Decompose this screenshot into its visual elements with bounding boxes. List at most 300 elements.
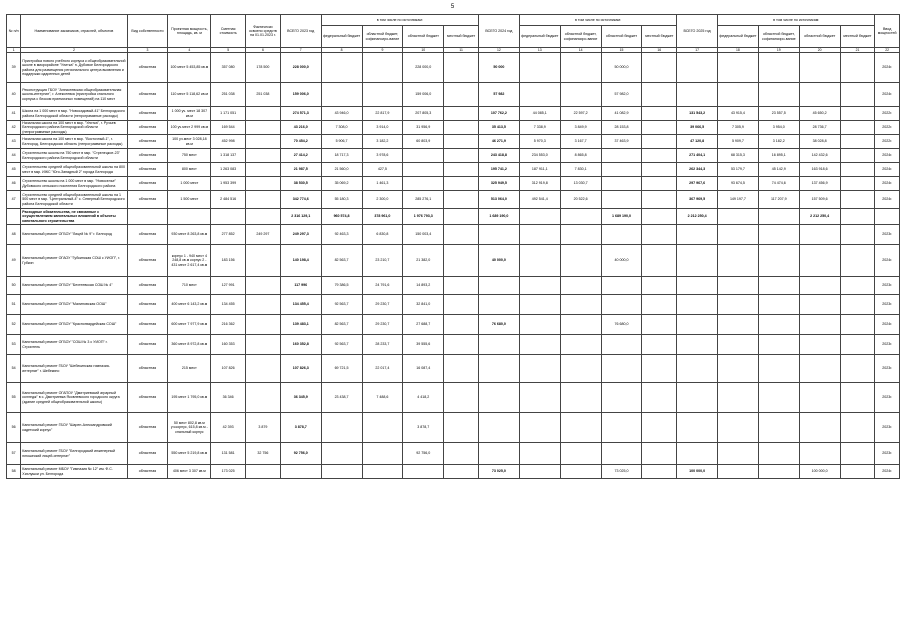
federal-2024: 312 919,8	[519, 177, 560, 191]
ownership: областная	[127, 443, 168, 465]
ownership: областная	[127, 121, 168, 135]
total-2024	[478, 277, 519, 295]
federal-2025	[718, 245, 759, 277]
local-2025	[840, 209, 875, 225]
regional-cofin-2024	[560, 277, 601, 295]
local-2024	[642, 413, 677, 443]
regional-cofin-2024	[560, 383, 601, 413]
federal-2024	[519, 443, 560, 465]
object-name: Школа на 1 000 мест в мкр. "Новосадовый-41" Белгородского района Белгородской области (непрограммные расходы)	[21, 107, 127, 121]
header-regional-cofin-2025: областной бюджет, софинансиро-вание	[758, 26, 799, 48]
regional-cofin-2024	[560, 413, 601, 443]
regional-cofin-2024: 20 522,6	[560, 191, 601, 209]
column-index-14: 14	[560, 48, 601, 53]
actual-used	[246, 107, 281, 121]
local-2024	[642, 383, 677, 413]
federal-2023: 7 308,0	[321, 121, 362, 135]
actual-used	[246, 383, 281, 413]
federal-2023: 55 180,3	[321, 191, 362, 209]
federal-2023: 79 386,5	[321, 277, 362, 295]
local-2023	[444, 383, 479, 413]
row-number: 42	[7, 121, 21, 135]
local-2023	[444, 121, 479, 135]
federal-2023: 92 563,7	[321, 295, 362, 315]
actual-used: 251 038	[246, 83, 281, 107]
federal-2024	[519, 277, 560, 295]
estimated-cost: 1 171 051	[211, 107, 246, 121]
total-2025: 2 212 250,4	[677, 209, 718, 225]
local-2025	[840, 355, 875, 383]
federal-2025	[718, 355, 759, 383]
total-2025: 47 120,8	[677, 135, 718, 149]
federal-2024	[519, 383, 560, 413]
federal-2023: 69 721,5	[321, 355, 362, 383]
ownership: областная	[127, 315, 168, 335]
total-2025	[677, 277, 718, 295]
column-index-16: 16	[642, 48, 677, 53]
regional-2023: 207 805,3	[403, 107, 444, 121]
regional-2023: 32 841,0	[403, 295, 444, 315]
regional-2024: 73 025,0	[601, 465, 642, 479]
regional-2025: 28 736,7	[799, 121, 840, 135]
actual-used	[246, 163, 281, 177]
local-2025	[840, 191, 875, 209]
local-2023	[444, 443, 479, 465]
local-2024	[642, 225, 677, 245]
object-name: Расходные обязательства, не связанные с осуществлением капитальных вложений в объекты капитального строительства	[21, 209, 127, 225]
local-2025	[840, 135, 875, 149]
commissioning-year: 2024г.	[875, 83, 900, 107]
regional-cofin-2024	[560, 355, 601, 383]
federal-2025	[718, 383, 759, 413]
column-index-9: 9	[362, 48, 403, 53]
regional-2024	[601, 277, 642, 295]
federal-2024	[519, 413, 560, 443]
column-index-12: 12	[478, 48, 519, 53]
capacity: 1 000 мест	[168, 177, 211, 191]
regional-cofin-2024	[560, 225, 601, 245]
header-federal-2024: федеральный бюджет	[519, 26, 560, 48]
header-total-2025: ВСЕГО 2025 год	[677, 15, 718, 48]
budget-table	[6, 14, 900, 479]
total-2023: 159 006,0	[280, 83, 321, 107]
capacity: 215 мест	[168, 355, 211, 383]
actual-used	[246, 355, 281, 383]
estimated-cost: 1 318 137	[211, 149, 246, 163]
regional-2024: 76 680,0	[601, 315, 642, 335]
object-name: Капитальный ремонт ОГБОУ "Малиновская ООШ"	[21, 295, 127, 315]
actual-used	[246, 465, 281, 479]
local-2023	[444, 465, 479, 479]
commissioning-year	[875, 209, 900, 225]
ownership	[127, 209, 168, 225]
table-row	[7, 383, 900, 413]
row-number: 41	[7, 107, 21, 121]
local-2024	[642, 443, 677, 465]
actual-used	[246, 335, 281, 355]
commissioning-year: 2023г.	[875, 277, 900, 295]
total-2024	[478, 355, 519, 383]
regional-cofin-2023: 23 210,7	[362, 245, 403, 277]
regional-2023: 16 087,4	[403, 355, 444, 383]
regional-cofin-2024	[560, 53, 601, 83]
actual-used	[246, 191, 281, 209]
commissioning-year: 2024г.	[875, 163, 900, 177]
total-2023: 139 483,1	[280, 315, 321, 335]
header-name: Наименование заказчиков, отраслей, объектов	[21, 15, 127, 48]
local-2023	[444, 355, 479, 383]
regional-2024	[601, 225, 642, 245]
regional-2025: 137 456,9	[799, 177, 840, 191]
federal-2024	[519, 465, 560, 479]
actual-used	[246, 135, 281, 149]
total-2025: 367 969,5	[677, 191, 718, 209]
total-2025: 271 404,1	[677, 149, 718, 163]
regional-2025	[799, 335, 840, 355]
regional-cofin-2024	[560, 335, 601, 355]
local-2023	[444, 83, 479, 107]
local-2023	[444, 245, 479, 277]
ownership: областная	[127, 177, 168, 191]
object-name: Капитальный ремонт МБОУ "Гимназия № 12" им. Ф.С. Хихлушки ул. Белгорода	[21, 465, 127, 479]
regional-cofin-2025: 117 207,9	[758, 191, 799, 209]
row-number: 39	[7, 53, 21, 83]
table-row	[7, 355, 900, 383]
header-local-2024: местный бюджет	[642, 26, 677, 48]
regional-cofin-2025: 16 895,1	[758, 149, 799, 163]
capacity: корпус 1 - 940 мест 4 248,8 кв.м корпус 2 - 431 мест 2 617,4 кв.м	[168, 245, 211, 277]
commissioning-year: 2022г.	[875, 107, 900, 121]
header-regional-cofin-2023: областной бюджет, софинансиро-вание	[362, 26, 403, 48]
regional-2024	[601, 413, 642, 443]
local-2025	[840, 107, 875, 121]
local-2025	[840, 335, 875, 355]
local-2024	[642, 177, 677, 191]
actual-used: 178 500	[246, 53, 281, 83]
federal-2024: 7 338,9	[519, 121, 560, 135]
row-number: 49	[7, 245, 21, 277]
federal-2025	[718, 413, 759, 443]
federal-2024	[519, 245, 560, 277]
local-2023	[444, 163, 479, 177]
ownership: областная	[127, 163, 168, 177]
total-2024: 513 064,0	[478, 191, 519, 209]
federal-2024: 44 085,1	[519, 107, 560, 121]
commissioning-year: 2024г.	[875, 465, 900, 479]
regional-cofin-2024: 3 167,7	[560, 135, 601, 149]
regional-2023: 21 382,0	[403, 245, 444, 277]
local-2023	[444, 107, 479, 121]
capacity: 100 мест 5 453,85 кв.м	[168, 53, 211, 83]
local-2025	[840, 225, 875, 245]
regional-cofin-2023: 2 300,0	[362, 191, 403, 209]
regional-2024: 37 463,9	[601, 135, 642, 149]
header-regional-2024: областной бюджет	[601, 26, 642, 48]
regional-cofin-2023	[362, 413, 403, 443]
table-row	[7, 335, 900, 355]
regional-2025	[799, 315, 840, 335]
regional-2024: 41 082,9	[601, 107, 642, 121]
capacity: 750 мест	[168, 149, 211, 163]
table-row	[7, 209, 900, 225]
regional-cofin-2023: 1 461,3	[362, 177, 403, 191]
estimated-cost: 1 953 399	[211, 177, 246, 191]
object-name: Строительство средней общеобразовательной школы на 1 500 мест в мкр. "Центральный-4" с. Северный Белгородского района Белгородской области	[21, 191, 127, 209]
object-name: Капитальный ремонт ОГБОУ "СОШ № 3 с УИОП" г. Строитель	[21, 335, 127, 355]
regional-cofin-2025	[758, 413, 799, 443]
estimated-cost: 127 991	[211, 277, 246, 295]
regional-2024	[601, 149, 642, 163]
regional-2025	[799, 225, 840, 245]
commissioning-year: 2024г.	[875, 149, 900, 163]
total-2025	[677, 225, 718, 245]
local-2024	[642, 83, 677, 107]
local-2023	[444, 191, 479, 209]
estimated-cost: 183 156	[211, 245, 246, 277]
row-number: 44	[7, 149, 21, 163]
total-2023: 70 454,2	[280, 135, 321, 149]
object-name: Капитальный ремонт ОГАПОУ "Дмитриевский аграрный колледж" в с. Дмитриевка Яковлевского городского округа (здание средней общеобразовательной школы)	[21, 383, 127, 413]
regional-cofin-2023: 24 791,6	[362, 277, 403, 295]
column-index-3: 3	[127, 48, 168, 53]
capacity: 100 уч.мест 3 028,18 кв.м	[168, 135, 211, 149]
local-2025	[840, 465, 875, 479]
local-2023	[444, 413, 479, 443]
column-index-19: 19	[758, 48, 799, 53]
actual-used	[246, 245, 281, 277]
object-name: Реконструкция ГБОУ "Алексеевская общеобразовательная школа-интернат", г. Алексеевка (пристройка спального корпуса с блоком приемочных помещений) на 110 мест	[21, 83, 127, 107]
local-2024	[642, 277, 677, 295]
federal-2023: 18 717,3	[321, 149, 362, 163]
total-2024	[478, 413, 519, 443]
table-row	[7, 163, 900, 177]
regional-2023: 31 956,9	[403, 121, 444, 135]
regional-2023: 159 006,0	[403, 83, 444, 107]
regional-cofin-2025	[758, 295, 799, 315]
federal-2025	[718, 277, 759, 295]
local-2025	[840, 177, 875, 191]
federal-2023	[321, 465, 362, 479]
federal-2025: 53 179,7	[718, 163, 759, 177]
federal-2025: 68 315,3	[718, 149, 759, 163]
total-2024: 46 271,9	[478, 135, 519, 149]
commissioning-year: 2024г.	[875, 177, 900, 191]
local-2025	[840, 149, 875, 163]
header-ownership: Вид собственности	[127, 15, 168, 48]
local-2025	[840, 295, 875, 315]
local-2024	[642, 121, 677, 135]
regional-2024	[601, 335, 642, 355]
federal-2025	[718, 83, 759, 107]
local-2023	[444, 149, 479, 163]
regional-2023: 39 555,6	[403, 335, 444, 355]
regional-cofin-2024	[560, 315, 601, 335]
column-index-11: 11	[444, 48, 479, 53]
capacity	[168, 209, 211, 225]
actual-used	[246, 295, 281, 315]
regional-cofin-2023: 427,5	[362, 163, 403, 177]
column-index-1: 1	[7, 48, 21, 53]
ownership: областная	[127, 107, 168, 121]
local-2024	[642, 191, 677, 209]
total-2023: 3 878,7	[280, 413, 321, 443]
regional-cofin-2023	[362, 465, 403, 479]
ownership: областная	[127, 355, 168, 383]
regional-2023: 1 976 793,3	[403, 209, 444, 225]
table-row	[7, 315, 900, 335]
ownership: областная	[127, 413, 168, 443]
federal-2024: 5 970,3	[519, 135, 560, 149]
estimated-cost: 42 393	[211, 413, 246, 443]
table-body	[7, 53, 900, 479]
header-regional-2023: областной бюджет	[403, 26, 444, 48]
total-2025	[677, 245, 718, 277]
header-capacity: Проектная мощность, площадь, кв. м	[168, 15, 211, 48]
federal-2024: 187 911,1	[519, 163, 560, 177]
commissioning-year: 2024г.	[875, 191, 900, 209]
total-2024: 325 949,5	[478, 177, 519, 191]
federal-2024	[519, 295, 560, 315]
ownership: областная	[127, 53, 168, 83]
column-index-8: 8	[321, 48, 362, 53]
regional-cofin-2025	[758, 53, 799, 83]
regional-2025: 100 000,0	[799, 465, 840, 479]
commissioning-year: 2022г.	[875, 135, 900, 149]
local-2024	[642, 335, 677, 355]
federal-2025: 93 674,5	[718, 177, 759, 191]
table-row	[7, 465, 900, 479]
regional-2024: 1 689 190,0	[601, 209, 642, 225]
federal-2024	[519, 53, 560, 83]
object-name: Капитальный ремонт ГБОУ "Шебекинская гимназия-интернат" г. Шебекино	[21, 355, 127, 383]
row-number: 53	[7, 335, 21, 355]
actual-used	[246, 209, 281, 225]
total-2023: 228 000,0	[280, 53, 321, 83]
local-2025	[840, 245, 875, 277]
actual-used: 32 756	[246, 443, 281, 465]
federal-2024: 492 541,4	[519, 191, 560, 209]
total-2024: 40 000,0	[478, 245, 519, 277]
column-index-22: 22	[875, 48, 900, 53]
commissioning-year: 2023г.	[875, 295, 900, 315]
capacity: 1 000 уч. мест 18 307 кв.м	[168, 107, 211, 121]
total-2024	[478, 295, 519, 315]
regional-cofin-2023	[362, 53, 403, 83]
actual-used	[246, 149, 281, 163]
federal-2024	[519, 355, 560, 383]
regional-2023: 3 878,7	[403, 413, 444, 443]
federal-2025	[718, 335, 759, 355]
header-regional-cofin-2024: областной бюджет, софинансиро-вание	[560, 26, 601, 48]
regional-cofin-2024: 13 030,7	[560, 177, 601, 191]
regional-2024	[601, 191, 642, 209]
total-2025	[677, 443, 718, 465]
table-row	[7, 245, 900, 277]
regional-2024	[601, 177, 642, 191]
actual-used	[246, 177, 281, 191]
total-2024: 35 413,5	[478, 121, 519, 135]
total-2023	[280, 465, 321, 479]
header-estimated-cost: Сметная стоимость	[211, 15, 246, 48]
federal-2023: 5 906,7	[321, 135, 362, 149]
local-2024	[642, 149, 677, 163]
header-sources-2023: в том числе по источникам:	[321, 15, 478, 26]
total-2025: 100 000,0	[677, 465, 718, 479]
regional-2025	[799, 277, 840, 295]
object-name: Пристройка нового учебного корпуса к общеобразовательной школе в микрорайоне "Улитка" п. Дубовое Белгородского района для размещения регионального центра выявления и поддержки одаренных детей	[21, 53, 127, 83]
total-2023: 117 996	[280, 277, 321, 295]
table-row	[7, 443, 900, 465]
regional-2023: 92 756,0	[403, 443, 444, 465]
header-local-2025: местный бюджет	[840, 26, 875, 48]
regional-cofin-2023: 6 830,8	[362, 225, 403, 245]
total-2023: 274 571,3	[280, 107, 321, 121]
column-index-5: 5	[211, 48, 246, 53]
header-regional-2025: областной бюджет	[799, 26, 840, 48]
total-2023: 92 756,0	[280, 443, 321, 465]
commissioning-year: 2023г.	[875, 335, 900, 355]
regional-cofin-2025	[758, 83, 799, 107]
actual-used	[246, 277, 281, 295]
regional-cofin-2023: 22 817,9	[362, 107, 403, 121]
column-index-17: 17	[677, 48, 718, 53]
local-2024	[642, 245, 677, 277]
regional-2025: 142 432,6	[799, 149, 840, 163]
federal-2023: 21 560,0	[321, 163, 362, 177]
total-2023: 160 352,8	[280, 335, 321, 355]
header-no: № п/п	[7, 15, 21, 48]
local-2024	[642, 465, 677, 479]
regional-cofin-2025	[758, 383, 799, 413]
local-2023	[444, 225, 479, 245]
local-2025	[840, 121, 875, 135]
federal-2023: 960 574,8	[321, 209, 362, 225]
total-2025	[677, 83, 718, 107]
federal-2023: 92 563,7	[321, 335, 362, 355]
ownership: областная	[127, 83, 168, 107]
regional-cofin-2025: 45 142,9	[758, 163, 799, 177]
total-2024: 57 982	[478, 83, 519, 107]
regional-2025: 163 918,6	[799, 163, 840, 177]
total-2024: 73 025,0	[478, 465, 519, 479]
regional-cofin-2025	[758, 245, 799, 277]
regional-cofin-2024	[560, 83, 601, 107]
ownership: областная	[127, 149, 168, 163]
federal-2024	[519, 315, 560, 335]
regional-cofin-2023: 29 230,7	[362, 315, 403, 335]
regional-cofin-2023	[362, 83, 403, 107]
total-2024: 243 418,8	[478, 149, 519, 163]
total-2025	[677, 355, 718, 383]
object-name: Начальная школа на 100 мест в мкр. "Восточный-1", г. Белгород, Белгородская область (непрограммные расходы)	[21, 135, 127, 149]
federal-2025	[718, 53, 759, 83]
local-2024	[642, 209, 677, 225]
total-2024	[478, 225, 519, 245]
total-2025: 131 543,2	[677, 107, 718, 121]
estimated-cost: 134 455	[211, 295, 246, 315]
estimated-cost: 131 581	[211, 443, 246, 465]
actual-used	[246, 315, 281, 335]
total-2024	[478, 443, 519, 465]
table-row	[7, 149, 900, 163]
regional-2023: 285 276,1	[403, 191, 444, 209]
header-federal-2025: федеральный бюджет	[718, 26, 759, 48]
total-2024: 50 000	[478, 53, 519, 83]
ownership: областная	[127, 295, 168, 315]
federal-2024	[519, 209, 560, 225]
ownership: областная	[127, 465, 168, 479]
ownership: областная	[127, 135, 168, 149]
